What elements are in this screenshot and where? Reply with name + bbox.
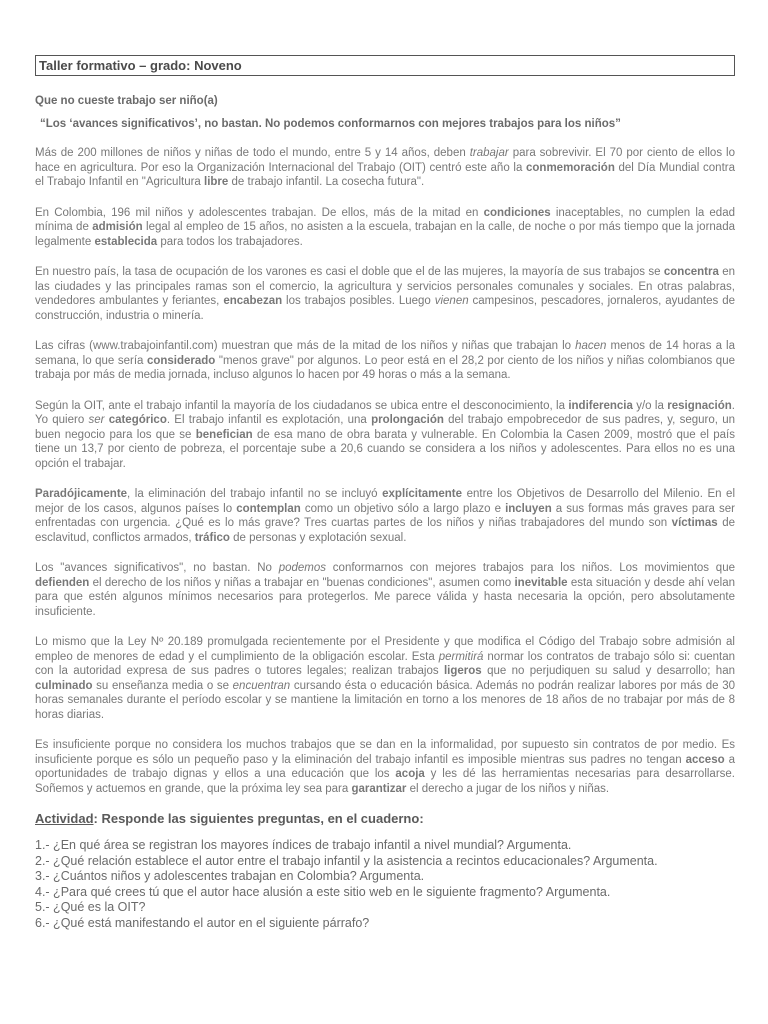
bold-keyword: víctimas <box>671 517 718 529</box>
worksheet-page <box>35 55 735 932</box>
paragraph-text: conformarnos con mejores trabajos para los niños. Los movimientos que <box>326 562 735 574</box>
bold-keyword: contemplan <box>236 502 301 515</box>
bold-keyword: ligeros <box>443 665 482 677</box>
underlined-word: ser <box>88 414 105 426</box>
paragraph-text: En Colombia, 196 mil niños y adolescentes trabajan. De ellos, más de la mitad en <box>35 206 484 219</box>
article-paragraph <box>35 738 735 796</box>
paragraph-text: el derecho de los niños y niñas a trabajar en "buenas condiciones", asumen como <box>89 576 515 589</box>
article-title: Que no cueste trabajo ser niño(a) <box>35 95 218 107</box>
bold-keyword: resignación <box>667 399 732 412</box>
paragraph-text: de esclavitud, conflictos armados, <box>35 517 735 544</box>
underlined-word: podemos <box>278 562 327 574</box>
question-item: 3.- ¿Cuántos niños y adolescentes trabajan en Colombia? Argumenta. <box>35 869 425 884</box>
paragraph-text: los trabajos posibles. Luego <box>282 295 435 307</box>
question-item: 4.- ¿Para qué crees tú que el autor hace alusión a este sitio web en le siguiente fragmento? Argumenta. <box>35 884 611 899</box>
paragraph-text: del Día Mundial contra el Trabajo Infantil en "Agricultura <box>35 161 735 188</box>
bold-keyword: Paradójicamente <box>35 488 128 500</box>
bold-keyword: acoja <box>395 768 425 780</box>
bold-keyword: establecida <box>94 235 158 248</box>
bold-keyword: concentra <box>663 266 719 278</box>
paragraph-text: legal al empleo de 15 años, no asisten a la escuela, trabajan en la calle, de noche o por más tiempo que la jornada legalmente <box>35 221 735 248</box>
bold-keyword: inevitable <box>514 576 568 589</box>
paragraph-text: inaceptables, no cumplen la edad mínima de <box>35 206 735 233</box>
paragraph-text: Las cifras (www.trabajoinfantil.com) muestran que más de la mitad de los niños y niñas que trabajan lo <box>35 340 576 352</box>
underlined-word: vienen <box>434 295 469 307</box>
question-item: 1.- ¿En qué área se registran los mayores índices de trabajo infantil a nivel mundial? Argumenta. <box>35 838 572 852</box>
paragraph-text: , la eliminación del trabajo infantil no se incluyó <box>127 488 383 500</box>
paragraph-text: Lo mismo que la Ley Nº 20.189 promulgada recientemente por el Presidente y que modifica el Código del Trabajo sobre admisión al empleo de menores de edad y el cumplimiento de la obligación escolar. Esta <box>35 636 735 663</box>
paragraph-text: de esa mano de obra barata y vulnerable. En Colombia la Casen 2009, mostró que el país tiene un 13,7 por ciento de pobreza, el porcentaje sube a 20,6 cuando se considera a los niños y adolescentes. Para ellos no es una opción el trabajar. <box>35 428 735 470</box>
bold-keyword: garantizar <box>351 782 407 795</box>
bold-keyword: prolongación <box>371 414 444 426</box>
paragraph-text: el derecho a jugar de los niños y niñas. <box>406 782 610 795</box>
paragraph-text: a oportunidades de trabajo dignas y ellos a una educación que los <box>35 753 736 780</box>
paragraph-text: normar los contratos de trabajo sólo si: cuentan con la autoridad expresa de sus padres o tutores legales; realizan trabajos <box>35 650 735 677</box>
underlined-word: hacen <box>575 340 607 352</box>
article-paragraph <box>35 146 735 190</box>
bold-keyword: conmemoración <box>526 161 615 174</box>
activity-heading <box>35 811 735 826</box>
paragraph-text: para todos los trabajadores. <box>157 235 303 248</box>
bold-keyword: incluyen <box>505 502 552 515</box>
paragraph-text: para sobrevivir. El 70 por ciento de ellos lo hace en agricultura. Por eso la Organización Internacional del Trabajo (OIT) centró este año la <box>35 147 735 174</box>
question-item: 2.- ¿Qué relación establece el autor entre el trabajo infantil y la asistencia a recintos educacionales? Argumenta. <box>35 853 658 868</box>
paragraph-text: . Yo quiero <box>35 399 735 426</box>
paragraph-text: campesinos, pescadores, jornaleros, ayudantes de construcción, industria o minería. <box>35 295 735 322</box>
underlined-word: encuentran <box>232 679 291 692</box>
paragraph-text: Los "avances significativos", no bastan. No <box>35 562 279 574</box>
bold-keyword: tráfico <box>194 531 230 544</box>
question-item: 5.- ¿Qué es la OIT? <box>35 900 146 915</box>
paragraph-text: y/o la <box>632 399 668 412</box>
paragraph-text: "menos grave" por algunos. Lo peor está en el 28,2 por ciento de los niños y niñas colombianos que trabaja por más de media jornada, incluso algunos lo hacen por 49 horas o más a la semana. <box>35 354 735 381</box>
paragraph-text: que no perjudiquen su salud y desarrollo; han <box>481 665 735 677</box>
bold-keyword: explícitamente <box>382 488 463 500</box>
bold-keyword: indiferencia <box>568 399 633 412</box>
paragraph-text: en las ciudades y las principales ramas son el comercio, la agricultura y servicios personales comunales y sociales. En otras palabras, vendedores ambulantes y feriantes, <box>35 266 735 307</box>
article-paragraph <box>35 561 735 619</box>
paragraph-text: su enseñanza media o se <box>92 679 233 692</box>
underlined-word: trabajar <box>469 147 509 159</box>
bold-keyword: categórico <box>108 414 167 426</box>
worksheet-title: Taller formativo – grado: Noveno <box>35 55 735 76</box>
question-item: 6.- ¿Qué está manifestando el autor en el siguiente párrafo? <box>35 915 370 930</box>
paragraph-text: entre los Objetivos de Desarrollo del Milenio. En el mejor de los casos, algunos países lo <box>35 488 736 515</box>
paragraph-text: de trabajo infantil. La cosecha futura". <box>228 176 425 188</box>
bold-keyword: benefician <box>195 428 253 441</box>
article-paragraph <box>35 206 735 250</box>
paragraph-text: esta situación y desde ahí velan para que estén algunos mínimos necesarios para protegerlos. Me parece válida y hasta necesaria la opción, pero absolutamente insuficiente. <box>35 576 735 618</box>
paragraph-text: En nuestro país, la tasa de ocupación de los varones es casi el doble que el de las mujeres, la mayoría de sus trabajos se <box>35 266 664 278</box>
activity-label: Actividad <box>35 811 94 826</box>
article-quote: “Los ‘avances significativos’, no bastan. No podemos conformarnos con mejores trabajos para los niños” <box>40 118 621 130</box>
article-paragraph <box>35 635 735 722</box>
bold-keyword: acceso <box>685 753 725 766</box>
bold-keyword: defienden <box>35 576 90 589</box>
question-list <box>35 838 735 932</box>
paragraph-text: . El trabajo infantil es explotación, una <box>166 414 372 426</box>
activity-instruction: : Responde las siguientes preguntas, en el cuaderno: <box>93 811 424 826</box>
paragraph-text: como un objetivo sólo a largo plazo e <box>300 502 506 515</box>
paragraph-text: a sus formas más graves para ser enfrentadas con urgencia. ¿Qué es lo más grave? Tres cuartas partes de los niños y niñas trabajadores del mundo son <box>35 502 735 529</box>
article-paragraph <box>35 399 735 472</box>
paragraph-text: Es insuficiente porque no considera los muchos trabajos que se dan en la informalidad, por supuesto sin contratos de por medio. Es insuficiente porque es sólo un pequeño paso y la eliminación del trabajo infantil es imposible mientras sus padres no tengan <box>35 739 735 766</box>
paragraph-text: menos de 14 horas a la semana, lo que sería <box>35 340 735 367</box>
bold-keyword: admisión <box>92 221 143 233</box>
paragraph-text: del trabajo empobrecedor de sus padres, y, seguro, un buen negocio para los que se <box>35 414 735 441</box>
underlined-word: permitirá <box>438 650 484 663</box>
paragraph-text: Más de 200 millones de niños y niñas de todo el mundo, entre 5 y 14 años, deben <box>35 147 470 159</box>
bold-keyword: encabezan <box>223 295 283 307</box>
article-paragraph <box>35 265 735 323</box>
paragraph-text: cursando ésta o educación básica. Además no podrán realizar labores por más de 30 horas semanales durante el período escolar y se mantiene la limitación en torno a los menores de 18 años de no trabajar por más de 8 horas diarias. <box>35 679 736 721</box>
bold-keyword: culminado <box>35 679 93 692</box>
bold-keyword: libre <box>204 176 229 188</box>
article-paragraph <box>35 487 735 545</box>
paragraph-text: Según la OIT, ante el trabajo infantil la mayoría de los ciudadanos se ubica entre el desconocimiento, la <box>35 399 569 412</box>
paragraph-text: y les dé las herramientas necesarias para desarrollarse. Soñemos y actuemos en grande, que la próxima ley sea para <box>35 768 735 795</box>
bold-keyword: considerado <box>146 354 216 367</box>
bold-keyword: condiciones <box>483 206 551 219</box>
paragraph-text: de personas y explotación sexual. <box>229 531 407 544</box>
article-paragraph <box>35 339 735 383</box>
article-body <box>35 146 735 796</box>
